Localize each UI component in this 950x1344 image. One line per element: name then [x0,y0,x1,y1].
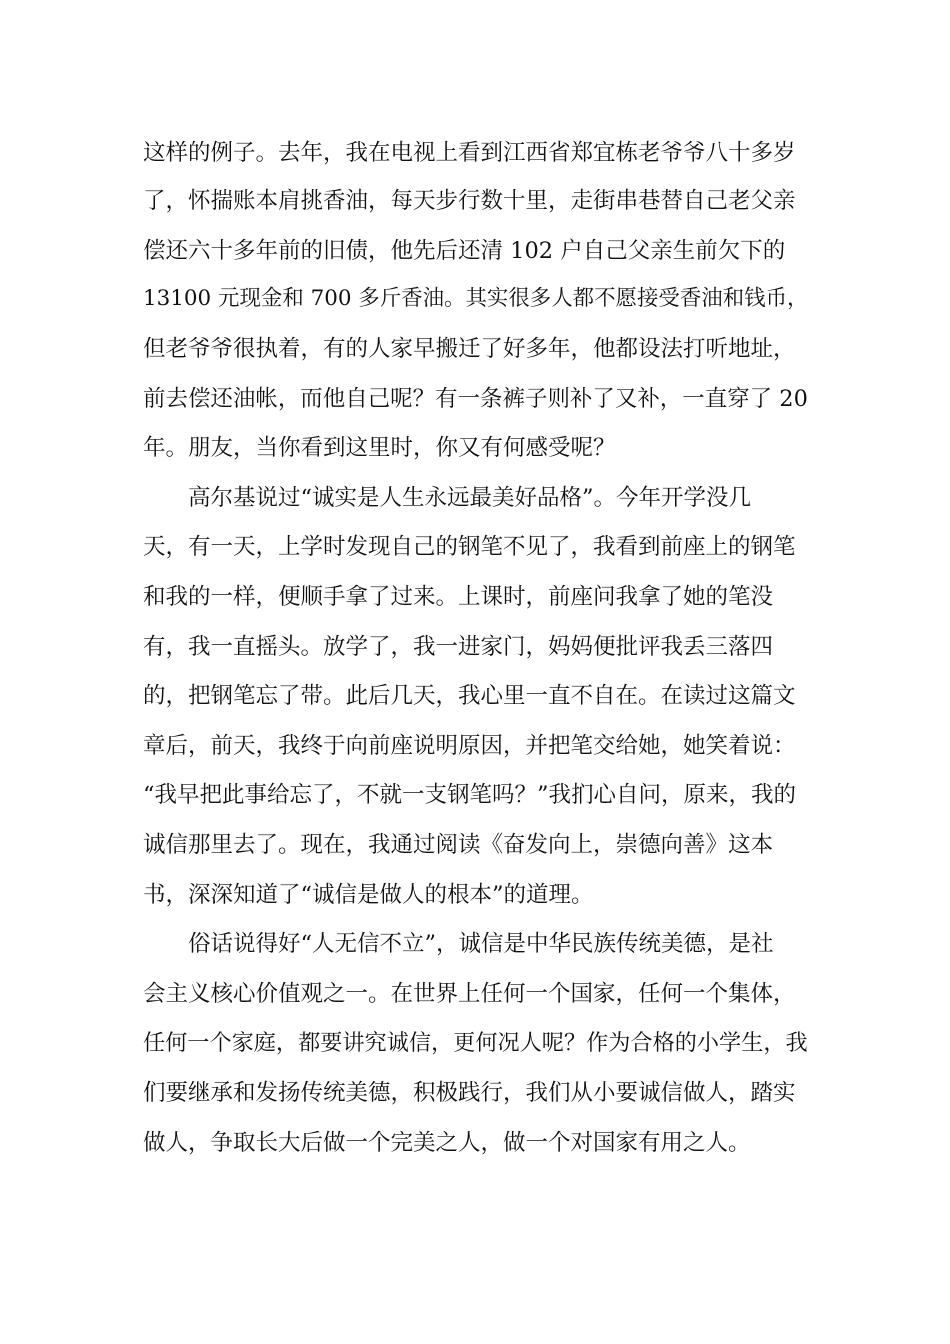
paragraph-1-line-7: 年。朋友，当你看到这里时，你又有何感受呢？ [143,435,616,461]
paragraph-2-line-8: 诚信那里去了。现在，我通过阅读《奋发向上，崇德向善》这本 [143,832,774,858]
paragraph-2-line-1: 高尔基说过“诚实是人生永远最美好品格”。今年开学没几 [188,485,752,511]
paragraph-2-line-3: 和我的一样，便顺手拿了过来。上课时，前座问我拿了她的笔没 [143,584,774,610]
paragraph-2-line-5: 的，把钢笔忘了带。此后几天，我心里一直不自在。在读过这篇文 [143,683,796,709]
paragraph-2-line-2: 天，有一天，上学时发现自己的钢笔不见了，我看到前座上的钢笔 [143,534,796,560]
paragraph-1-line-1: 这样的例子。去年，我在电视上看到江西省郑宜栋老爷爷八十多岁 [143,140,796,166]
paragraph-1-line-6: 前去偿还油帐，而他自己呢？有一条裤子则补了又补，一直穿了 20 [143,386,808,412]
paragraph-3-line-3: 任何一个家庭，都要讲究诚信，更何况人呢？作为合格的小学生，我 [143,1030,808,1056]
paragraph-2-line-9: 书，深深知道了“诚信是做人的根本”的道理。 [143,882,594,908]
paragraph-3-line-5: 做人，争取长大后做一个完美之人，做一个对国家有用之人。 [143,1130,751,1156]
paragraph-2-line-6: 章后，前天，我终于向前座说明原因，并把笔交给她，她笑着说： [143,733,796,759]
paragraph-3-line-4: 们要继承和发扬传统美德，积极践行，我们从小要诚信做人，踏实 [143,1080,796,1106]
paragraph-1-line-2: 了，怀揣账本肩挑香油，每天步行数十里，走街串巷替自己老父亲 [143,188,796,214]
paragraph-1-line-3: 偿还六十多年前的旧债，他先后还清 102 户自己父亲生前欠下的 [143,238,786,264]
paragraph-2-line-4: 有，我一直摇头。放学了，我一进家门，妈妈便批评我丢三落四 [143,634,774,660]
paragraph-2-line-7: “我早把此事给忘了，不就一支钢笔吗？”我扪心自问，原来，我的 [143,782,797,808]
paragraph-3-line-1: 俗话说得好“人无信不立”，诚信是中华民族传统美德，是社 [188,931,774,957]
paragraph-1-line-5: 但老爷爷很执着，有的人家早搬迁了好多年，他都设法打听地址， [143,336,796,362]
paragraph-3-line-2: 会主义核心价值观之一。在世界上任何一个国家，任何一个集体， [143,981,796,1007]
paragraph-1-line-4: 13100 元现金和 700 多斤香油。其实很多人都不愿接受香油和钱币， [143,286,809,311]
